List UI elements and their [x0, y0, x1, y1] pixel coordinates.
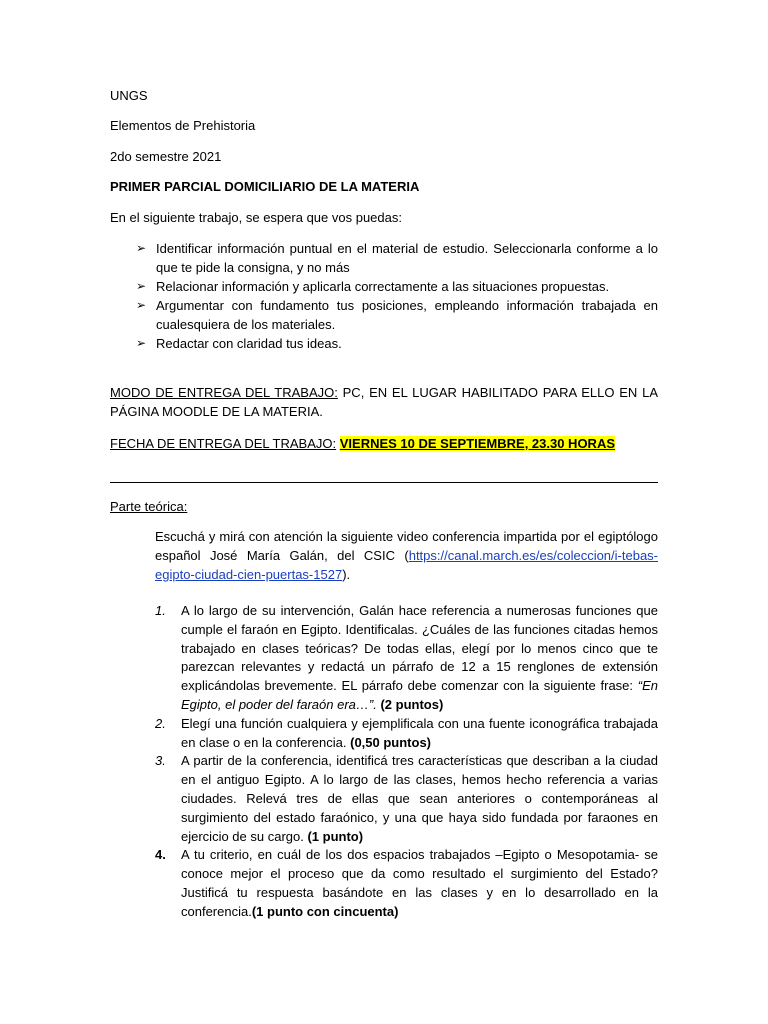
- arrow-bullet-icon: ➢: [136, 279, 147, 293]
- divider: [110, 482, 658, 483]
- delivery-date: FECHA DE ENTREGA DEL TRABAJO: VIERNES 10 DE SEPTIEMBRE, 23.30 HORAS: [110, 436, 616, 451]
- question-number: 4.: [155, 847, 166, 863]
- list-item: ➢ Argumentar con fundamento tus posiciones, empleando información trabajada en cualesquiera de los materiales.: [136, 298, 658, 332]
- institution: UNGS: [110, 88, 148, 103]
- question-number: 2.: [155, 715, 166, 731]
- question-item: 1. A lo largo de su intervención, Galán hace referencia a numerosas funciones que cumple el faraón en Egipto. Identificalas. ¿Cuáles de las funciones citadas hemos trabajado en clases teóricas? De todas ellas, elegí por lo menos cinco que te parezcan relevantes y redactá un párrafo de 12 a 15 renglones de extensión explicándolas brevemente. EL párrafo debe comenzar con la siguiente frase: “En Egipto, el poder del faraón era…”. (2 puntos): [155, 603, 658, 712]
- objectives-list: [136, 239, 658, 353]
- deadline-highlight: VIERNES 10 DE SEPTIEMBRE, 23.30 HORAS: [339, 436, 616, 451]
- arrow-bullet-icon: ➢: [136, 298, 147, 312]
- arrow-bullet-icon: ➢: [136, 241, 147, 255]
- semester: 2do semestre 2021: [110, 149, 222, 164]
- intro-text: En el siguiente trabajo, se espera que vos puedas:: [110, 210, 402, 225]
- question-item: 4. A tu criterio, en cuál de los dos espacios trabajados –Egipto o Mesopotamia- se conoce mejor el proceso que da como resultado el surgimiento del Estado? Justificá tu respuesta basándote en las clases y en lo desarrollado en la conferencia.(1 punto con cincuenta): [155, 847, 658, 919]
- question-number: 1.: [155, 603, 166, 618]
- question-item: 3. A partir de la conferencia, identificá tres características que describan a la ciudad en el antiguo Egipto. A lo largo de las clases, hemos hecho referencia a varias ciudades. Relevá tres de ellas que sean anteriores o contemporáneas al surgimiento del estado faraónico, y una que haya sido fundada por faraones en ejercicio de su cargo. (1 punto): [155, 753, 658, 844]
- theory-intro: Escuchá y mirá con atención la siguiente video conferencia impartida por el egiptólogo español José María Galán, del CSIC (https://canal.march.es/es/coleccion/i-tebas-egipto-ciudad-cien-puertas-1527).: [155, 529, 658, 582]
- delivery-mode: MODO DE ENTREGA DEL TRABAJO: PC, EN EL LUGAR HABILITADO PARA ELLO EN LA PÁGINA MOODLE DE LA MATERIA.: [110, 385, 658, 419]
- question-number: 3.: [155, 753, 166, 769]
- list-item: ➢ Relacionar información y aplicarla correctamente a las situaciones propuestas.: [136, 279, 610, 294]
- conference-link[interactable]: https://canal.march.es/es/coleccion/i-tebas-egipto-ciudad-cien-puertas-1527: [155, 548, 658, 582]
- theory-heading: Parte teórica:: [110, 499, 188, 514]
- list-item: ➢ Identificar información puntual en el material de estudio. Seleccionarla conforme a lo que te pide la consigna, y no más: [136, 241, 658, 275]
- course-name: Elementos de Prehistoria: [110, 118, 256, 133]
- list-item: ➢ Redactar con claridad tus ideas.: [136, 336, 342, 351]
- arrow-bullet-icon: ➢: [136, 336, 147, 350]
- question-item: 2. Elegí una función cualquiera y ejemplificala con una fuente iconográfica trabajada en clase o en la conferencia. (0,50 puntos): [155, 715, 658, 750]
- exam-title: PRIMER PARCIAL DOMICILIARIO DE LA MATERIA: [110, 179, 420, 194]
- questions-list: [155, 602, 658, 922]
